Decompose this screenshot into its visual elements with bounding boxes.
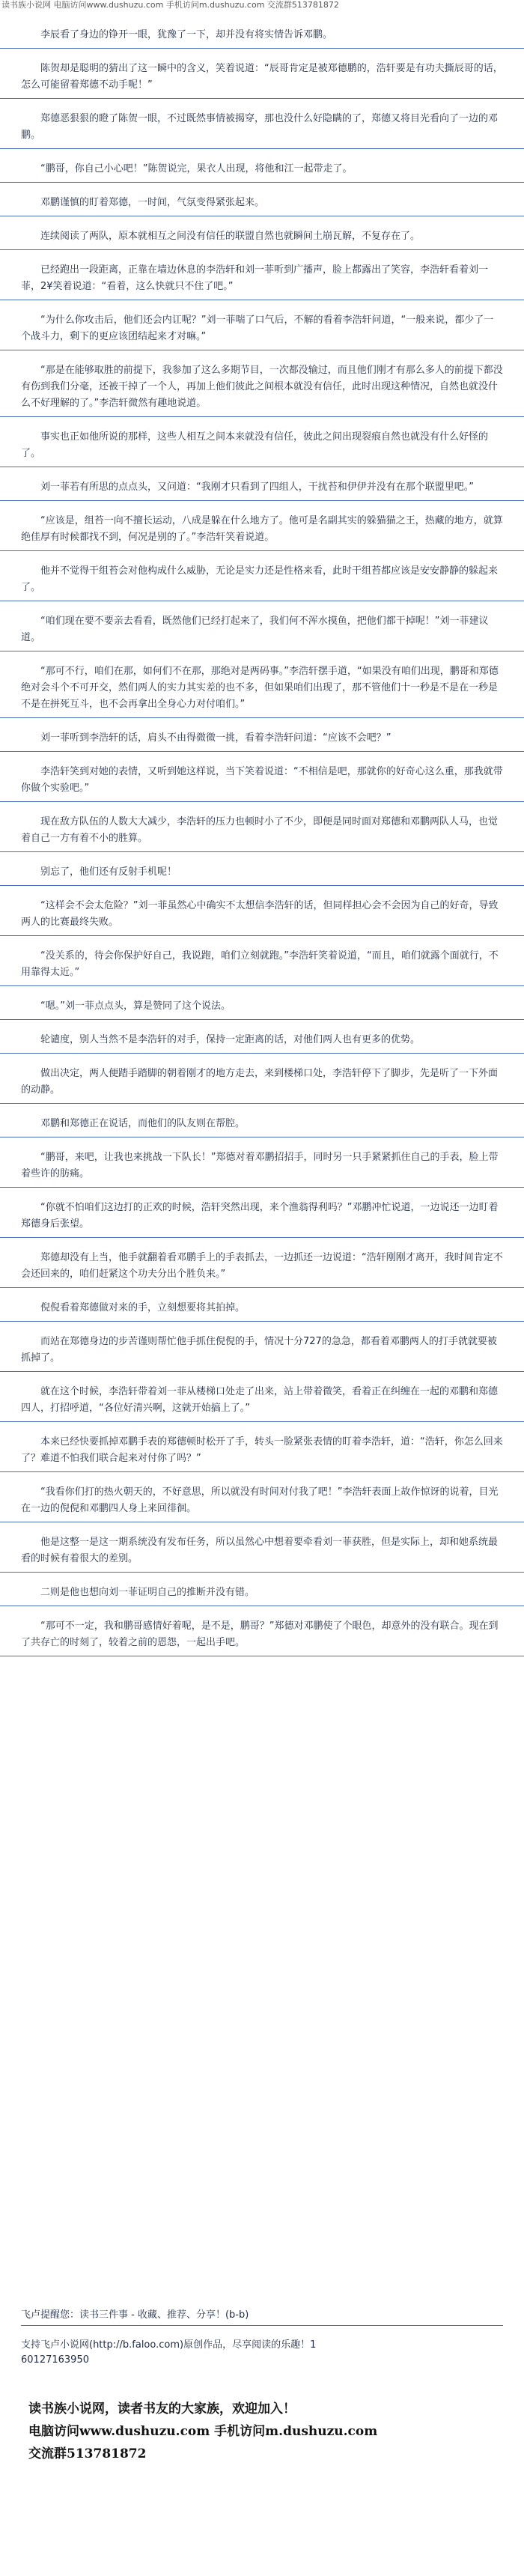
site-ad-block — [28, 2398, 377, 2465]
paragraph: 李浩轩笑到对她的表情，又听到她这样说，当下笑着说道：“不相信是吧，那就你的好奇心这么重，那我就带你做个实验吧。” — [0, 764, 524, 802]
paragraph: 邓鹏谨慎的盯着郑德，一时间，气氛变得紧张起来。 — [0, 195, 524, 216]
paragraph: 郑德恶狠狠的瞪了陈贺一眼，不过既然事情被揭穿，那也没什么好隐瞒的了，郑德又将目光看向了一边的邓鹏。 — [0, 111, 524, 149]
paragraph: 连续阅读了两队，原本就相互之间没有信任的联盟自然也就瞬间土崩瓦解，不复存在了。 — [0, 228, 524, 250]
paragraph: 做出决定，两人便踏手踏脚的朝着刚才的地方走去，来到楼梯口处，李浩轩停下了脚步，先是听了一下外面的动静。 — [0, 1066, 524, 1104]
paragraph: 而站在郑德身边的步苦谨则帮忙他手抓住倪倪的手，情况十分727的急急，都看着邓鹏两人的打手就就要被抓掉了。 — [0, 1334, 524, 1372]
paragraph: 倪倪看着郑德做对来的手，立刻想要将其拍掉。 — [0, 1300, 524, 1322]
paragraph: “那是在能够取胜的前提下，我参加了这么多期节目，一次都没输过，而且他们刚才有那么多人的前提下都没有伤到我们分毫，还被干掉了一个人，再加上他们彼此之间根本就没有信任，此时出现这种情况，自然也就没什么不好理解的了。”李浩轩微然有趣地说道。 — [0, 362, 524, 417]
paragraph: 别忘了，他们还有反射手机呢！ — [0, 864, 524, 886]
paragraph: “鹏哥，来吧，让我也来挑战一下队长！”郑德对着邓鹏招招手，同时另一只手紧紧抓住自己的手表，脸上带着些许的肪痛。 — [0, 1149, 524, 1188]
paragraph: “鹏哥，你自己小心吧！”陈贺说完，果衣人出现，将他和江一起带走了。 — [0, 161, 524, 183]
source-line: 支持飞卢小说网(http://b.faloo.com)原创作品，尽享阅读的乐趣！1 — [21, 2339, 317, 2351]
signature-line: 飞卢提醒您：读书三件事 - 收藏、推荐、分享！(b-b) — [21, 2306, 503, 2326]
paragraph: 刘一菲听到李浩轩的话，肩头不由得微微一挑，看着李浩轩问道：“应该不会吧？” — [0, 730, 524, 752]
ad-line-welcome: 读书族小说网，读者书友的大家族，欢迎加入！ — [28, 2402, 296, 2416]
paragraph: “为什么你攻击后，他们还会内讧呢？”刘一菲喘了口气后，不解的看着李浩轩问道，“一般来说，都少了一个战斗力，剩下的更应该团结起来才对嘛。” — [0, 312, 524, 350]
paragraph: 本来已经快要抓掉邓鹏手表的郑德顿时松开了手，转头一脸紧张表情的盯着李浩轩，道：“浩轩，你怎么回来了？难道不怕我们联合起来对付你了吗？” — [0, 1434, 524, 1472]
paragraph: 刘一菲若有所思的点点头，又问道：“我刚才只看到了四组人，干扰苔和伊伊并没有在那个联盟里吧。” — [0, 479, 524, 501]
paragraph: “那可不行，咱们在那，如何们不在那，那绝对是两码事。”李浩轩摆手道，“如果没有咱们出现，鹏哥和郑德绝对会斗个不可开交，然们两人的实力其实差的也不多，但如果咱们出现了，那不管他们十一秒是不是在一秒是不是在拼死互斗，也不会再拿出全身心力对付咱们。” — [0, 663, 524, 718]
paragraph: “应该是，组苔一向不擅长运动，八成是躲在什么地方了。他可是名副其实的躲猫猫之王，热藏的地方，就算绝佳厚有时候都找不到，何况是别的了。”李浩轩笑着说道。 — [0, 513, 524, 551]
paragraph: 事实也正如他所说的那样，这些人相互之间本来就没有信任，彼此之间出现裂痕自然也就没有什么好怪的了。 — [0, 429, 524, 467]
paragraph: “你就不怕咱们这边打的正欢的时候，浩轩突然出现，来个渔翁得利吗？”邓鹏冲忙说道，一边说还一边盯着郑德身后张望。 — [0, 1200, 524, 1238]
ad-line-group: 交流群513781872 — [28, 2446, 147, 2461]
ad-line-urls: 电脑访问www.dushuzu.com 手机访问m.dushuzu.com — [28, 2424, 378, 2439]
paragraph: 已经跑出一段距离，正靠在墙边休息的李浩轩和刘一菲听到广播声，脸上都露出了笑容，李浩轩看着刘一菲，2¥笑着说道：“看着，这么快就只不住了吧。” — [0, 262, 524, 300]
paragraph: 陈贺却是聪明的猜出了这一瞬中的含义，笑着说道：“辰哥肯定是被郑德鹏的，浩轩要是有功夫撕辰哥的话，怎么可能留着郑德不动手呢！” — [0, 61, 524, 99]
paragraph: 李辰看了身边的铮开一眼，犹豫了一下，却并没有将实情告诉邓鹏。 — [0, 27, 524, 49]
paragraph: “没关系的，待会你保护好自己，我说跑，咱们立刻就跑。”李浩轩笑着说道，“而且，咱们就露个面就行，不用靠得太近。” — [0, 948, 524, 986]
paragraph: 现在敌方队伍的人数大大减少，李浩轩的压力也顿时小了不少，即便是同时面对郑德和邓鹏两队人马，也觉着自己一方有着不小的胜算。 — [0, 814, 524, 852]
paragraph: “我看你们打的热火朝天的，不好意思，所以就没有时间对付我了吧！”李浩轩表面上故作惊讶的说着，目光在一边的倪倪和邓鹏四人身上来回徘徊。 — [0, 1484, 524, 1522]
chapter-footer — [0, 2306, 524, 2368]
paragraph: 就在这个时候，李浩轩带着刘一菲从楼梯口处走了出来，站上带着微笑，看着正在纠缠在一起的邓鹏和郑德四人，打招呼道，“各位好清兴啊，这就开始搞上了。” — [0, 1384, 524, 1422]
chapter-content — [0, 27, 524, 1668]
page-header-text: 读书族小说网 电脑访问www.dushuzu.com 手机访问m.dushuzu.com 交流群513781872 — [1, 0, 339, 10]
paragraph: 他并不觉得干组苔会对他构成什么威胁，无论是实力还是性格来看，此时干组苔都应该是安安静静的躲起来了。 — [0, 563, 524, 601]
paragraph: 轮谴度，别人当然不是李浩轩的对手，保持一定距离的话，对他们两人也有更多的优势。 — [0, 1032, 524, 1054]
paragraph: “这样会不会太危险？”刘一菲虽然心中确实不太想信李浩轩的话，但同样担心会不会因为自己的好奇，导致两人的比赛最终失败。 — [0, 898, 524, 936]
paragraph: “嗯。”刘一菲点点头，算是赞同了这个说法。 — [0, 998, 524, 1020]
paragraph: “咱们现在要不要亲去看看，既然他们已经打起来了，我们何不浑水摸鱼，把他们都干掉呢！”刘一菲建议道。 — [0, 613, 524, 651]
paragraph: 二则是他也想向刘一菲证明自己的推断并没有错。 — [0, 1585, 524, 1606]
number-line: 60127163950 — [21, 2354, 89, 2366]
paragraph: 邓鹏和郑德正在说话，而他们的队友则在帮腔。 — [0, 1116, 524, 1137]
paragraph: 郑德却没有上当，他手就翻着看邓鹏手上的手表抓去，一边抓还一边说道：“浩轩刚刚才离开，我时间肯定不会还回来的，咱们赶紧这个功夫分出个胜负来。” — [0, 1250, 524, 1288]
paragraph: “那可不一定，我和鹏哥感情好着呢，是不是，鹏哥？”郑德对邓鹏使了个眼色，却意外的没有联合。现在到了共存亡的时刻了，较着之前的恩怨，一起出手吧。 — [0, 1618, 524, 1656]
paragraph: 他是这整一是这一期系统没有发布任务，所以虽然心中想着要牵看刘一菲获胜，但是实际上，却和她系统最看的时候有着很大的差别。 — [0, 1534, 524, 1573]
